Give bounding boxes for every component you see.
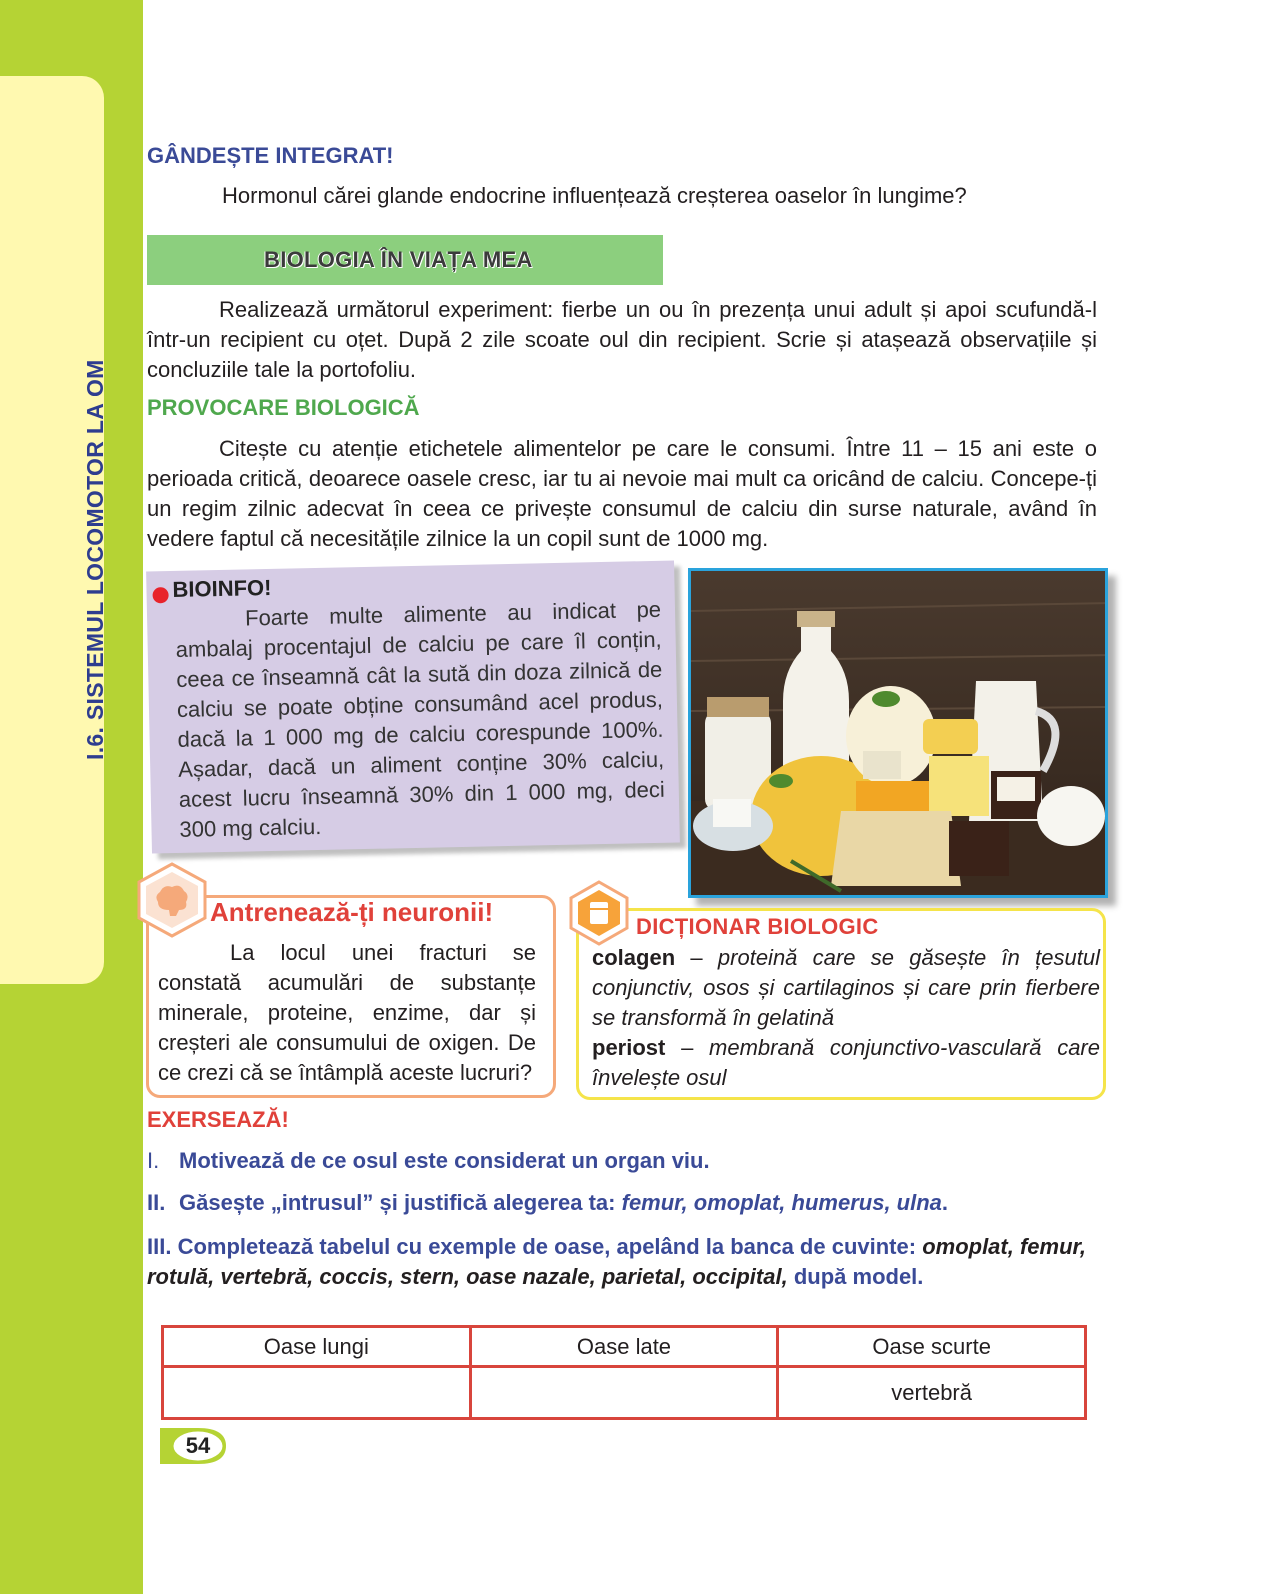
exercise-item-2-num: II. bbox=[147, 1190, 166, 1215]
chapter-number: I.6. bbox=[82, 726, 108, 760]
exercise-item-2-text: Găsește „intrusul” și justifică alegerea ta: bbox=[179, 1190, 616, 1215]
dictionary-entries bbox=[592, 943, 1100, 1093]
dairy-products-photo bbox=[688, 568, 1108, 898]
brain-icon bbox=[136, 862, 208, 938]
table-cell[interactable]: vertebră bbox=[778, 1367, 1086, 1419]
chapter-name: SISTEMUL LOCOMOTOR LA OM bbox=[82, 359, 108, 721]
exercise-item-2-words: femur, omoplat, humerus, ulna bbox=[621, 1190, 942, 1215]
exercise-item-3-words-a: omoplat, bbox=[922, 1234, 1014, 1259]
table-cell[interactable] bbox=[163, 1367, 471, 1419]
page-number: 54 bbox=[185, 1433, 211, 1458]
dictionary-separator: – bbox=[675, 945, 718, 970]
dictionary-entry bbox=[592, 945, 1100, 1030]
table-header-row bbox=[163, 1327, 1086, 1367]
neurons-text: La locul unei fracturi se constată acumulări de substanțe minerale, proteine, enzime, dar și creșteri ale consumului de oxigen. De ce crezi că se întâmplă aceste lucruri? bbox=[158, 940, 536, 1085]
challenge-text: Citește cu atenție etichetele alimentelor pe care le consumi. Între 11 – 15 ani este o perioada critică, deoarece oasele cresc, iar tu ai nevoie mai mult ca oricând de calciu. Concepe-ți un regim zilnic adecvat în ceea ce privește consumul de calciu din surse naturale, având în vedere faptul că necesitățile zilnice la un copil sunt de 1000 mg. bbox=[147, 436, 1097, 551]
dictionary-separator: – bbox=[665, 1035, 710, 1060]
red-dot-icon bbox=[152, 587, 168, 603]
biology-life-heading: BIOLOGIA ÎN VIAȚA MEA bbox=[264, 247, 533, 272]
book-icon bbox=[568, 880, 630, 946]
exercise-item-3-end: după model. bbox=[793, 1264, 924, 1289]
exercise-item-3-text: Completează tabelul cu exemple de oase, apelând la banca de cuvinte: bbox=[177, 1234, 917, 1259]
table-header-cell: Oase late bbox=[470, 1327, 778, 1367]
dictionary-entry bbox=[592, 1035, 1100, 1090]
table-header-cell: Oase lungi bbox=[163, 1327, 471, 1367]
bioinfo-text: Foarte multe alimente au indicat pe ambalaj procentajul de calciu pe care îl conțin, ceea ce înseamnă cât la sută din doza zilnică de calciu se poate obține consumând acel produs, dacă la 1 000 mg de calciu corespunde 100%. Așadar, dacă un aliment conține 30% calciu, acest lucru înseamnă 30% din 1 000 mg, deci 300 mg calciu. bbox=[175, 596, 666, 842]
bones-table bbox=[161, 1325, 1087, 1420]
exercise-item-1-num: I. bbox=[147, 1148, 160, 1173]
exercise-item-1-text: Motivează de ce osul este considerat un organ viu. bbox=[179, 1148, 710, 1173]
exercise-heading: EXERSEAZĂ! bbox=[147, 1107, 289, 1132]
biology-life-banner bbox=[147, 235, 663, 285]
bioinfo-title: BIOINFO! bbox=[172, 574, 272, 603]
dictionary-term: periost bbox=[592, 1035, 666, 1060]
exercise-item-3 bbox=[147, 1232, 1107, 1292]
exercise-item-2-end: . bbox=[941, 1190, 949, 1215]
dictionary-definition: proteină care se găsește în țesutul conjunctiv, osos și cartilaginos și care prin fierbere se transformă în gelatină bbox=[592, 945, 1100, 1030]
chapter-title bbox=[82, 359, 109, 760]
think-question: Hormonul cărei glande endocrine influențează creșterea oaselor în lungime? bbox=[222, 183, 967, 208]
neurons-title: Antrenează-ți neuronii! bbox=[210, 897, 494, 927]
challenge-heading: PROVOCARE BIOLOGICĂ bbox=[147, 395, 420, 420]
table-row bbox=[163, 1367, 1086, 1419]
biology-life-text: Realizează următorul experiment: fierbe un ou în prezența unui adult și apoi scufundă-l într-un recipient cu oțet. După 2 zile scoate oul din recipient. Scrie și atașează observațiile și concluziile tale la portofoliu. bbox=[147, 297, 1097, 382]
exercise-item-3-words-b: femur, rotulă, vertebră, coccis, stern, oase nazale, parietal, occipital, bbox=[147, 1234, 1087, 1289]
exercise-item-1 bbox=[147, 1148, 710, 1174]
think-heading: GÂNDEȘTE INTEGRAT! bbox=[147, 143, 394, 168]
table-cell[interactable] bbox=[470, 1367, 778, 1419]
dictionary-title: DICȚIONAR BIOLOGIC bbox=[636, 914, 879, 939]
table-header-cell: Oase scurte bbox=[778, 1327, 1086, 1367]
page-number-badge bbox=[160, 1424, 230, 1468]
exercise-item-3-num: III. bbox=[147, 1234, 172, 1259]
dictionary-term: colagen bbox=[592, 945, 676, 970]
bioinfo-box bbox=[146, 561, 680, 854]
exercise-item-2 bbox=[147, 1190, 948, 1216]
dictionary-definition: membrană conjunctivo-vasculară care învelește osul bbox=[592, 1035, 1100, 1090]
